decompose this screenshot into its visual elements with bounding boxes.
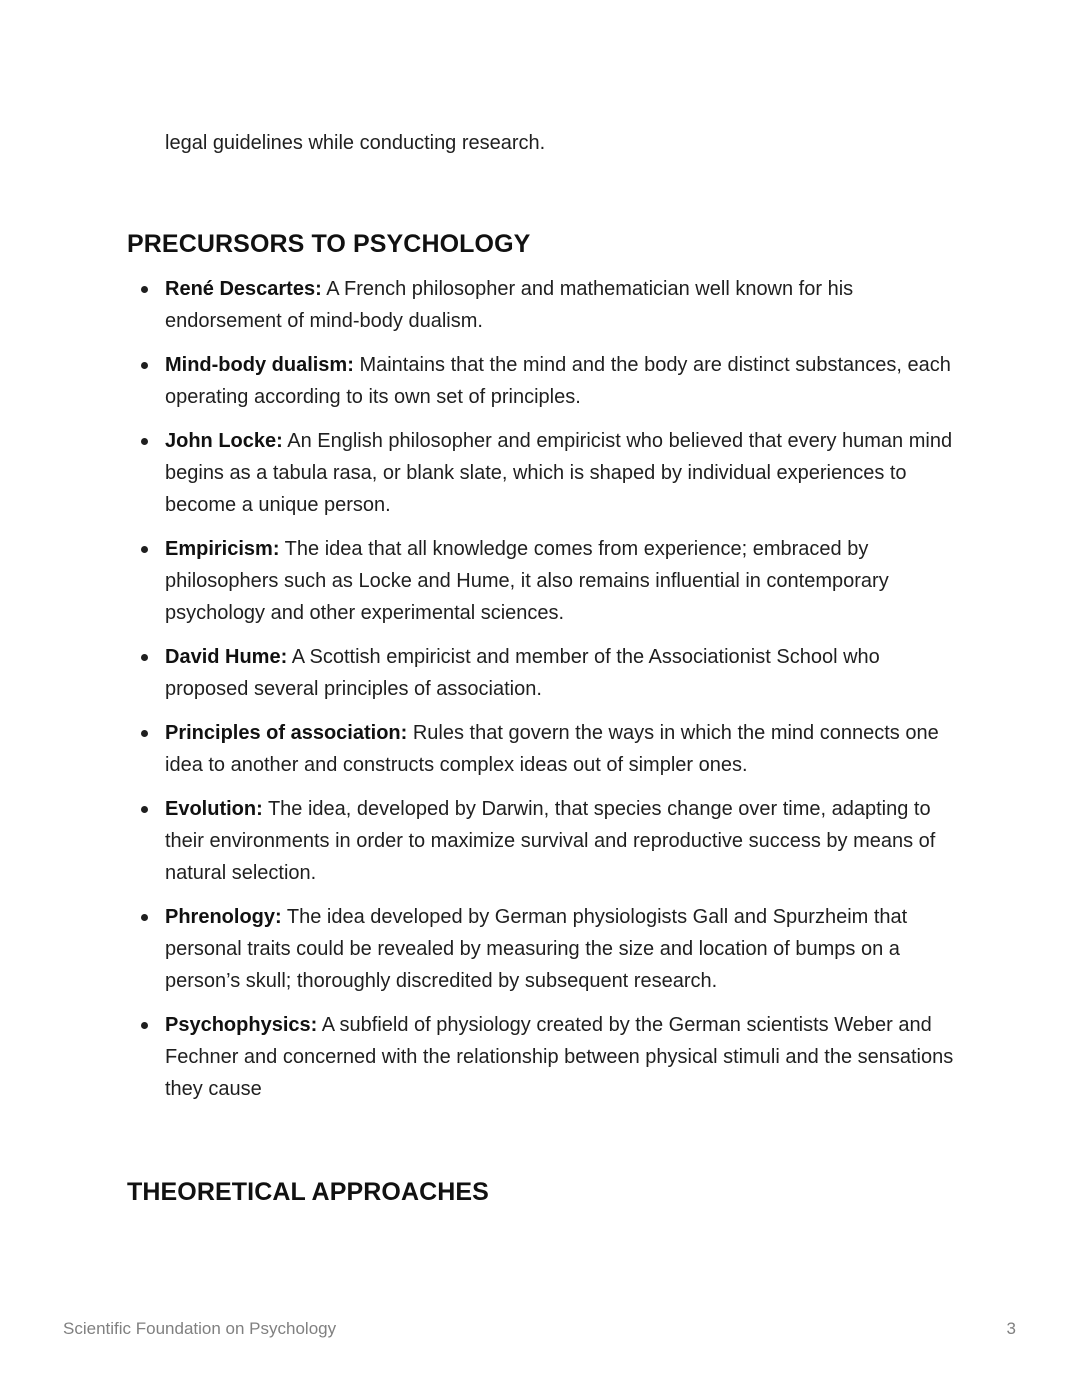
bullet-icon <box>141 438 148 445</box>
term-label: René Descartes: <box>165 278 322 300</box>
term-definition: A French philosopher and mathematician well known for his endorsement of mind-body dualism. <box>165 278 854 332</box>
term-definition: Rules that govern the ways in which the mind connects one idea to another and constructs complex ideas out of simpler ones. <box>165 722 939 776</box>
precursors-term-list <box>127 273 957 1117</box>
term-definition: A Scottish empiricist and member of the Associationist School who proposed several principles of association. <box>165 646 880 700</box>
bullet-icon <box>141 730 148 737</box>
bullet-icon <box>141 546 148 553</box>
term-label: Psychophysics: <box>165 1014 318 1036</box>
term-definition: An English philosopher and empiricist who believed that every human mind begins as a tabula rasa, or blank slate, which is shaped by individual experiences to become a unique person. <box>165 430 953 516</box>
section-heading-precursors: PRECURSORS TO PSYCHOLOGY <box>127 230 531 258</box>
list-item <box>127 717 957 781</box>
bullet-icon <box>141 286 148 293</box>
list-item <box>127 641 957 705</box>
list-item <box>127 273 957 337</box>
list-item <box>127 533 957 629</box>
term-label: Mind-body dualism: <box>165 354 354 376</box>
list-item <box>127 901 957 997</box>
term-label: David Hume: <box>165 646 288 668</box>
list-item <box>127 1009 957 1105</box>
term-definition: The idea that all knowledge comes from experience; embraced by philosophers such as Locke and Hume, it also remains influential in contemporary psychology and other experimental sciences. <box>165 538 889 624</box>
term-label: John Locke: <box>165 430 283 452</box>
footer-page-number: 3 <box>1006 1319 1016 1338</box>
list-item <box>127 793 957 889</box>
bullet-icon <box>141 1022 148 1029</box>
continued-paragraph: legal guidelines while conducting research. <box>165 132 546 154</box>
bullet-icon <box>141 806 148 813</box>
term-definition: A subfield of physiology created by the German scientists Weber and Fechner and concerned with the relationship between physical stimuli and the sensations they cause <box>165 1014 954 1100</box>
term-definition: The idea developed by German physiologists Gall and Spurzheim that personal traits could be revealed by measuring the size and location of bumps on a person’s skull; thoroughly discredited by subsequent research. <box>165 906 908 992</box>
term-definition: Maintains that the mind and the body are distinct substances, each operating according to its own set of principles. <box>165 354 951 408</box>
list-item <box>127 425 957 521</box>
bullet-icon <box>141 362 148 369</box>
list-item <box>127 349 957 413</box>
term-definition: The idea, developed by Darwin, that species change over time, adapting to their environments in order to maximize survival and reproductive success by means of natural selection. <box>165 798 936 884</box>
bullet-icon <box>141 654 148 661</box>
term-label: Principles of association: <box>165 722 408 744</box>
term-label: Evolution: <box>165 798 263 820</box>
section-heading-theoretical-approaches: THEORETICAL APPROACHES <box>127 1178 489 1206</box>
term-label: Phrenology: <box>165 906 282 928</box>
term-label: Empiricism: <box>165 538 280 560</box>
footer-document-title: Scientific Foundation on Psychology <box>63 1319 337 1338</box>
bullet-icon <box>141 914 148 921</box>
